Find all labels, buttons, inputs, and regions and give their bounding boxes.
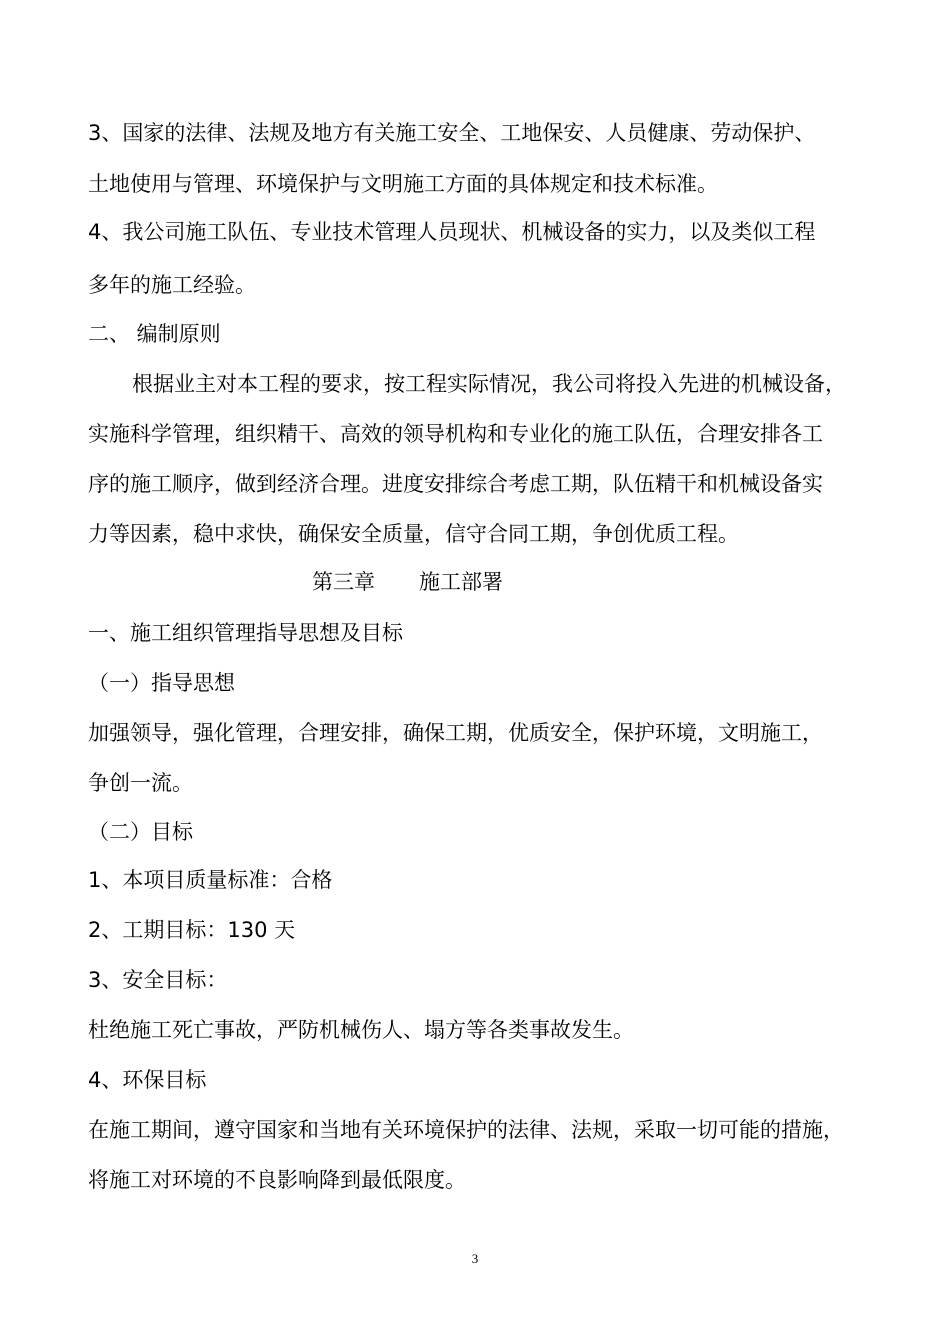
- paragraph-line: 在施工期间，遵守国家和当地有关环境保护的法律、法规，采取一切可能的措施，: [88, 1118, 844, 1142]
- chapter-heading: [312, 564, 712, 600]
- paragraph-line: 序的施工顺序，做到经济合理。进度安排综合考虑工期，队伍精干和机械设备实: [88, 472, 823, 496]
- paragraph-line: 争创一流。: [88, 771, 193, 795]
- paragraph-line: 3、国家的法律、法规及地方有关施工安全、工地保安、人员健康、劳动保护、: [88, 121, 816, 145]
- subsection-heading: （二）目标: [88, 820, 193, 844]
- paragraph-line: 土地使用与管理、环境保护与文明施工方面的具体规定和技术标准。: [88, 172, 718, 196]
- list-item: 4、环保目标: [88, 1068, 207, 1092]
- paragraph-line: 根据业主对本工程的要求，按工程实际情况，我公司将投入先进的机械设备，: [132, 372, 846, 396]
- list-item: 1、本项目质量标准：合格: [88, 868, 333, 892]
- subsection-heading: （一）指导思想: [88, 671, 235, 695]
- paragraph-line: 实施科学管理，组织精干、高效的领导机构和专业化的施工队伍，合理安排各工: [88, 422, 823, 446]
- chapter-title: 施工部署: [419, 570, 503, 594]
- section-heading: 一、施工组织管理指导思想及目标: [88, 621, 403, 645]
- chapter-number: 第三章: [312, 570, 375, 594]
- section-heading: 二、 编制原则: [88, 322, 221, 346]
- paragraph-line: 杜绝施工死亡事故，严防机械伤人、塌方等各类事故发生。: [88, 1018, 634, 1042]
- paragraph-line: 加强领导，强化管理，合理安排，确保工期，优质安全，保护环境，文明施工，: [88, 721, 823, 745]
- page-number: 3: [471, 1251, 479, 1266]
- list-item: 2、工期目标：130 天: [88, 918, 296, 942]
- paragraph-line: 多年的施工经验。: [88, 273, 256, 297]
- paragraph-line: 将施工对环境的不良影响降到最低限度。: [88, 1168, 466, 1192]
- paragraph-line: 4、我公司施工队伍、专业技术管理人员现状、机械设备的实力，以及类似工程: [88, 220, 816, 244]
- paragraph-line: 力等因素，稳中求快，确保安全质量，信守合同工期，争创优质工程。: [88, 522, 739, 546]
- list-item: 3、安全目标：: [88, 968, 228, 992]
